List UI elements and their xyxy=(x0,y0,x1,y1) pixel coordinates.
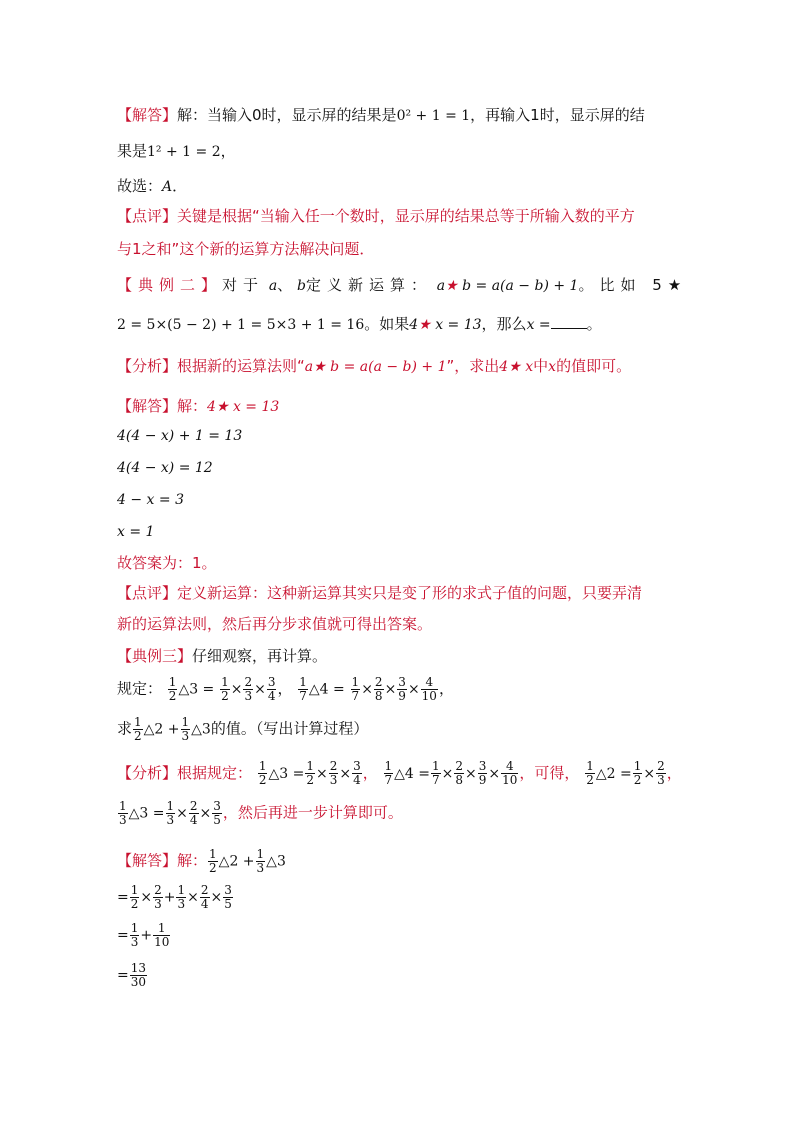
comment-line-2: 与1之和”这个新的运算方法解决问题． xyxy=(117,240,375,258)
analysis2-line: 【分析】根据新的运算法则“a★ b = a(a − b) + 1”，求出4★ x中x的值即可。 xyxy=(117,357,632,375)
example3-tag: 【典例三】 xyxy=(117,647,193,665)
solution3-line-3: = $\frac{1}{3}$ + $\frac{1}{10}$ xyxy=(117,921,170,949)
example2-line-1: 【典例二】对于 a、 b定义新运算： a★ b = a(a − b) + 1。比如 5★ xyxy=(117,276,688,294)
step-3: 4 − x = 3 xyxy=(117,492,184,508)
answer-line-1: 【解答】解：当输入0时，显示屏的结果是0² + 1 = 1，再输入1时，显示屏的结 xyxy=(117,106,645,124)
example3-line-1: 【典例三】仔细观察，再计算。 xyxy=(117,647,328,665)
answer-blank[interactable] xyxy=(551,314,587,329)
comment2-line-1: 【点评】定义新运算：这种新运算其实只是变了形的求式子值的问题，只要弄清 xyxy=(117,584,643,602)
answer-line-2: 果是1² + 1 = 2， xyxy=(117,142,236,160)
analysis3-line-1: 【分析】根据规定： $\frac{1}{2}$ △3 = $\frac{1}{2}$ × $\frac{2}{3}$ × $\frac{3}{4}$ ， $\frac{1}{7}$ △4 = $\frac{1}{7}$ × $\frac{2}{8}$ × $\frac{3}{9}$ × $\frac{4}{10}$ ，可得， $\frac{1}{2}$ △2 = $\frac{1}{2}$ × $\frac{2}{3}$ ， xyxy=(117,759,682,787)
solution3-line-1: 【解答】解： $\frac{1}{2}$ △2 + $\frac{1}{3}$ △3 xyxy=(117,847,286,875)
comment2-line-2: 新的运算法则，然后再分步求值就可得出答案。 xyxy=(117,615,433,633)
step-4: x = 1 xyxy=(117,524,155,540)
solution3-line-2: = $\frac{1}{2}$ × $\frac{2}{3}$ + $\frac{1}{3}$ × $\frac{2}{4}$ × $\frac{3}{5}$ xyxy=(117,883,232,911)
choice-line: 故选：A． xyxy=(117,177,188,195)
step-2: 4(4 − x) = 12 xyxy=(117,460,213,476)
step-1: 4(4 − x) + 1 = 13 xyxy=(117,428,243,444)
solution3-line-4: = $\frac{13}{30}$ xyxy=(117,961,147,989)
solution-tag: 【解答】 xyxy=(117,397,178,415)
example3-rule-line: 规定： $\frac{1}{2}$ △3 = $\frac{1}{2}$ × $\frac{2}{3}$ × $\frac{3}{4}$ ， $\frac{1}{7}$ △4 = $\frac{1}{7}$ × $\frac{2}{8}$ × $\frac{3}{9}$ × $\frac{4}{10}$ ， xyxy=(117,675,454,703)
analysis3-line-2: $\frac{1}{3}$ △3 = $\frac{1}{3}$ × $\frac{2}{4}$ × $\frac{3}{5}$ ，然后再进一步计算即可。 xyxy=(119,799,403,827)
comment-tag: 【点评】 xyxy=(117,207,178,225)
example2-line-2: 2 = 5×(5 − 2) + 1 = 5×3 + 1 = 16。如果4★ x = 13，那么x = 。 xyxy=(117,315,602,333)
solution2-line: 【解答】解：4★ x = 13 xyxy=(117,397,280,415)
answer-tag: 【解答】 xyxy=(117,106,178,124)
example2-tag: 【典例二】 xyxy=(117,276,223,294)
analysis-tag: 【分析】 xyxy=(117,357,178,375)
example3-question-line: 求 $\frac{1}{2}$ △2 + $\frac{1}{3}$ △3的值。（写出计算过程） xyxy=(117,715,369,743)
comment-line-1: 【点评】关键是根据“当输入任一个数时，显示屏的结果总等于所输入数的平方 xyxy=(117,207,635,225)
final-answer: $\frac{13}{30}$ xyxy=(130,961,147,989)
answer2-line: 故答案为：1。 xyxy=(117,554,217,572)
